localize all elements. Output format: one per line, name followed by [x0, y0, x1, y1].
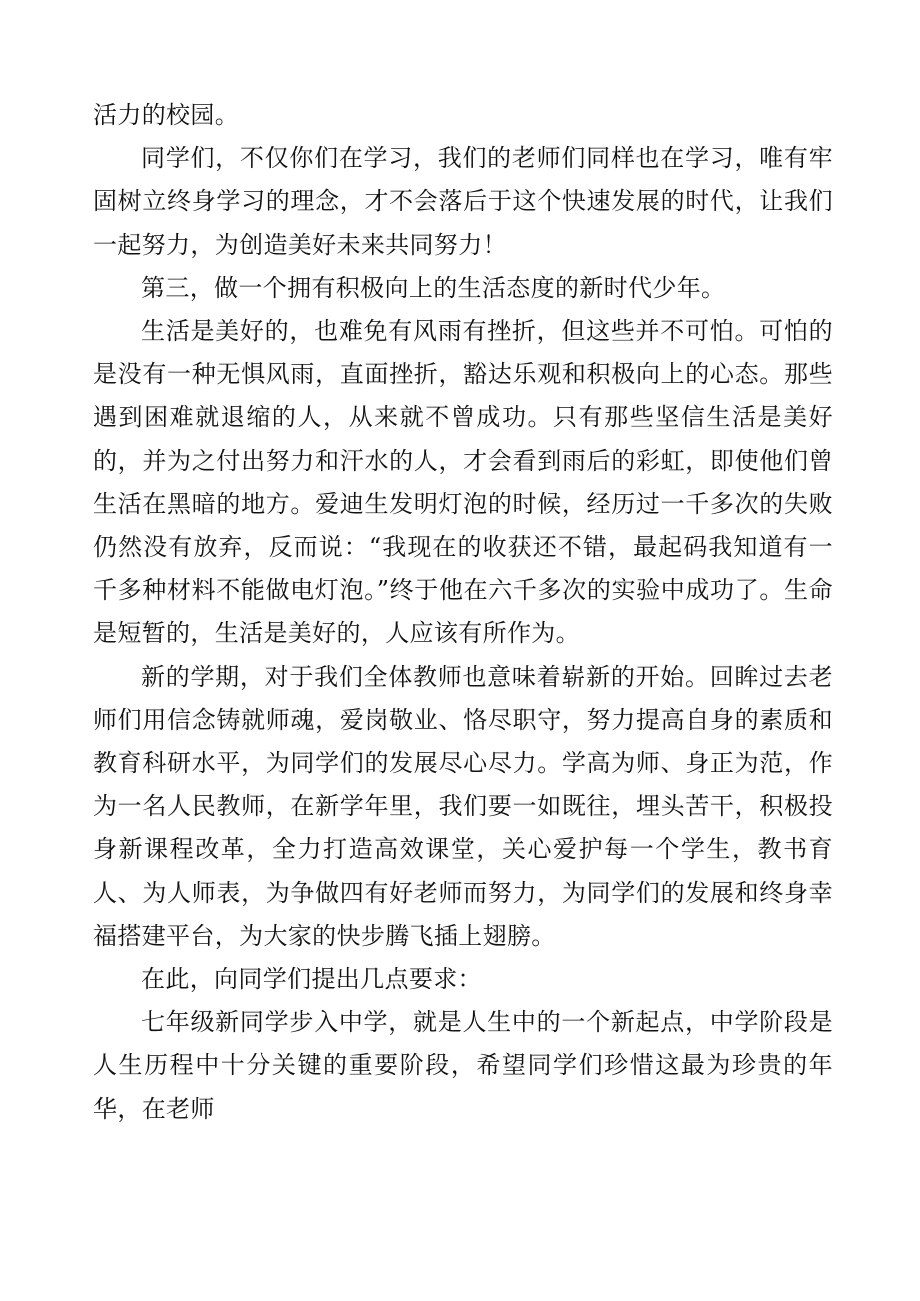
paragraph-2: 同学们，不仅你们在学习，我们的老师们同样也在学习，唯有牢固树立终身学习的理念，才不会落后于这个快速发展的时代，让我们一起努力，为创造美好未来共同努力！: [93, 144, 833, 259]
paragraph-7: 七年级新同学步入中学，就是人生中的一个新起点，中学阶段是人生历程中十分关键的重要阶段，希望同学们珍惜这最为珍贵的年华，在老师: [93, 1008, 833, 1123]
paragraph-6: 在此，向同学们提出几点要求：: [141, 965, 482, 994]
document-page: [93, 94, 833, 1131]
paragraph-3: 第三，做一个拥有积极向上的生活态度的新时代少年。: [141, 273, 726, 302]
paragraph-5: 新的学期，对于我们全体教师也意味着崭新的开始。回眸过去老师们用信念铸就师魂，爱岗敬业、恪尽职守，努力提高自身的素质和教育科研水平，为同学们的发展尽心尽力。学高为师、身正为范，作为一名人民教师，在新学年里，我们要一如既往，埋头苦干，积极投身新课程改革，全力打造高效课堂，关心爱护每一个学生，教书育人、为人师表，为争做四有好老师而努力，为同学们的发展和终身幸福搭建平台，为大家的快步腾飞插上翅膀。: [93, 662, 833, 950]
paragraph-1: 活力的校园。: [93, 101, 240, 129]
paragraph-4: 生活是美好的，也难免有风雨有挫折，但这些并不可怕。可怕的是没有一种无惧风雨，直面挫折，豁达乐观和积极向上的心态。那些遇到困难就退缩的人，从来就不曾成功。只有那些坚信生活是美好的，并为之付出努力和汗水的人，才会看到雨后的彩虹，即使他们曾生活在黑暗的地方。爱迪生发明灯泡的时候，经历过一千多次的失败仍然没有放弃，反而说：“我现在的收获还不错，最起码我知道有一千多种材料不能做电灯泡。”终于他在六千多次的实验中成功了。生命是短暂的，生活是美好的，人应该有所作为。: [93, 317, 833, 648]
